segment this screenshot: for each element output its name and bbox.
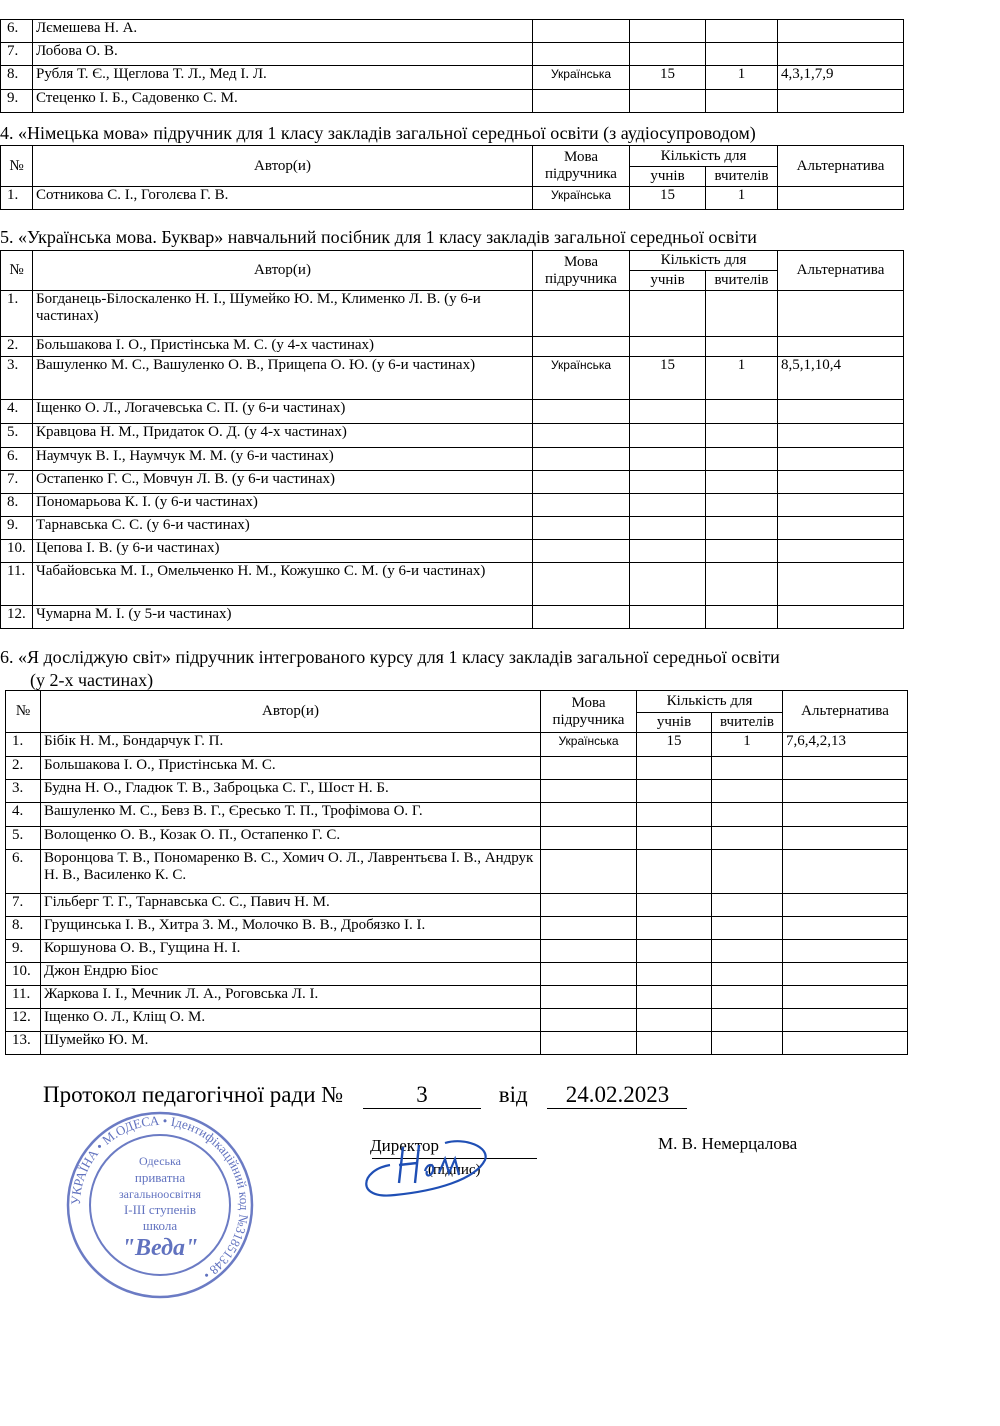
protocol-number: 3 [363, 1082, 481, 1109]
row-number: 9. [1, 90, 33, 113]
row-author: Бібік Н. М., Бондарчук Г. П. [41, 733, 541, 757]
protocol-line [43, 1082, 687, 1109]
svg-text:Одеська: Одеська [138, 1154, 182, 1168]
row-number: 6. [6, 850, 41, 894]
row-number: 2. [6, 757, 41, 780]
row-pupils-count [630, 43, 706, 66]
table-row [6, 803, 908, 827]
row-language [533, 291, 630, 337]
svg-text:I-III ступенів: I-III ступенів [123, 1202, 197, 1217]
row-alternatives [778, 494, 904, 517]
rows [1, 291, 904, 629]
header-alt: Альтернатива [778, 251, 904, 291]
row-language [533, 400, 630, 424]
table-row [6, 894, 908, 917]
row-teachers-count [706, 90, 778, 113]
table-row [6, 940, 908, 963]
row-author: Тарнавська С. С. (у 6-и частинах) [33, 517, 533, 540]
row-pupils-count [630, 494, 706, 517]
row-language [541, 986, 637, 1009]
header-lang: Мова підручника [541, 691, 637, 733]
row-alternatives [778, 337, 904, 357]
row-language [541, 803, 637, 827]
row-language [541, 1032, 637, 1055]
row-teachers-count [706, 517, 778, 540]
row-teachers-count: 1 [706, 357, 778, 400]
row-teachers-count [712, 827, 783, 850]
row-number: 8. [1, 66, 33, 90]
row-alternatives [778, 90, 904, 113]
table-row [6, 963, 908, 986]
table-row [6, 917, 908, 940]
svg-text:"Веда": "Веда" [121, 1235, 199, 1261]
table-row [6, 780, 908, 803]
row-pupils-count: 15 [630, 187, 706, 210]
header-alt: Альтернатива [778, 146, 904, 187]
header-teachers: вчителів [712, 713, 783, 733]
row-alternatives [783, 757, 908, 780]
row-pupils-count [637, 850, 712, 894]
row-alternatives [783, 780, 908, 803]
director-signature [355, 1125, 495, 1200]
row-number: 10. [6, 963, 41, 986]
row-language [541, 917, 637, 940]
rows [1, 187, 904, 210]
row-author: Грущинська І. В., Хитра З. М., Молочко В. В., Дробязко І. І. [41, 917, 541, 940]
table-row [1, 400, 904, 424]
row-pupils-count [630, 606, 706, 629]
row-pupils-count [630, 517, 706, 540]
section-6-subtitle: (у 2-х частинах) [30, 670, 154, 690]
row-pupils-count [630, 90, 706, 113]
row-author: Шумейко Ю. М. [41, 1032, 541, 1055]
table-row [6, 733, 908, 757]
table-row [1, 540, 904, 563]
row-language [533, 43, 630, 66]
director-label: Директор [370, 1136, 439, 1155]
row-teachers-count [706, 494, 778, 517]
row-teachers-count [706, 448, 778, 471]
date-label: від [498, 1082, 528, 1107]
row-language [541, 940, 637, 963]
row-language [533, 424, 630, 448]
row-number: 13. [6, 1032, 41, 1055]
row-pupils-count [630, 540, 706, 563]
row-language: Українська [533, 66, 630, 90]
row-pupils-count [630, 471, 706, 494]
row-alternatives [778, 563, 904, 606]
row-alternatives [778, 43, 904, 66]
row-teachers-count: 1 [706, 187, 778, 210]
row-teachers-count [706, 471, 778, 494]
row-pupils-count: 15 [637, 733, 712, 757]
row-author: Лємешева Н. А. [33, 20, 533, 43]
header-alt: Альтернатива [783, 691, 908, 733]
row-alternatives [778, 424, 904, 448]
row-teachers-count [712, 963, 783, 986]
row-pupils-count: 15 [630, 66, 706, 90]
section-6-title: 6. «Я досліджую світ» підручник інтегрованого курсу для 1 класу закладів загальної середньої освіти [0, 647, 780, 667]
section-4-title: 4. «Німецька мова» підручник для 1 класу закладів загальної середньої освіти (з аудіосупроводом) [0, 123, 756, 143]
row-number: 1. [6, 733, 41, 757]
row-number: 12. [1, 606, 33, 629]
row-language [533, 337, 630, 357]
svg-text:школа: школа [142, 1218, 178, 1233]
table-row [1, 606, 904, 629]
row-teachers-count [712, 917, 783, 940]
row-teachers-count [712, 986, 783, 1009]
row-teachers-count [706, 43, 778, 66]
row-number: 11. [1, 563, 33, 606]
table-row [6, 986, 908, 1009]
school-stamp [65, 1110, 255, 1300]
row-author: Лобова О. В. [33, 43, 533, 66]
header-lang: Мова підручника [533, 146, 630, 187]
row-teachers-count [712, 757, 783, 780]
row-pupils-count [630, 563, 706, 606]
table-row [1, 90, 904, 113]
row-language [533, 494, 630, 517]
table-section-4 [0, 145, 904, 210]
header-num: № [1, 251, 33, 291]
table-row [1, 187, 904, 210]
table-row [1, 357, 904, 400]
row-number: 4. [6, 803, 41, 827]
header-lang: Мова підручника [533, 251, 630, 291]
row-pupils-count [637, 780, 712, 803]
row-author: Остапенко Г. С., Мовчун Л. В. (у 6-и частинах) [33, 471, 533, 494]
protocol-label: Протокол педагогічної ради № [43, 1082, 344, 1107]
row-alternatives: 7,6,4,2,13 [783, 733, 908, 757]
row-author: Волощенко О. В., Козак О. П., Остапенко Г. С. [41, 827, 541, 850]
row-number: 7. [1, 471, 33, 494]
row-author: Пономарьова К. І. (у 6-и частинах) [33, 494, 533, 517]
row-alternatives [783, 1009, 908, 1032]
signature-hint: (підпис) [428, 1162, 481, 1178]
row-pupils-count [630, 400, 706, 424]
row-number: 10. [1, 540, 33, 563]
row-number: 12. [6, 1009, 41, 1032]
header-teachers: вчителів [706, 271, 778, 291]
row-language [541, 827, 637, 850]
row-teachers-count [712, 850, 783, 894]
header-qty: Кількість для [630, 251, 778, 271]
row-number: 8. [6, 917, 41, 940]
row-language [541, 894, 637, 917]
row-alternatives [778, 517, 904, 540]
row-language [533, 540, 630, 563]
row-number: 5. [6, 827, 41, 850]
protocol-date: 24.02.2023 [547, 1082, 687, 1109]
row-number: 11. [6, 986, 41, 1009]
row-number: 5. [1, 424, 33, 448]
row-language [541, 1009, 637, 1032]
row-alternatives [778, 400, 904, 424]
row-author: Вашуленко М. С., Бевз В. Г., Єресько Т. П., Трофімова О. Г. [41, 803, 541, 827]
row-number: 3. [6, 780, 41, 803]
svg-text:УКРАЇНА • М.ОДЕСА • Ідентифіка: УКРАЇНА • М.ОДЕСА • Ідентифікаційний код №31851348 • [67, 1112, 253, 1283]
row-alternatives [783, 963, 908, 986]
row-teachers-count: 1 [712, 733, 783, 757]
row-alternatives [778, 187, 904, 210]
header-pupils: учнів [637, 713, 712, 733]
row-teachers-count [712, 1032, 783, 1055]
row-alternatives [778, 291, 904, 337]
row-author: Богданець-Білоскаленко Н. І., Шумейко Ю. М., Клименко Л. В. (у 6-и частинах) [33, 291, 533, 337]
row-alternatives [783, 917, 908, 940]
row-teachers-count [712, 803, 783, 827]
table-row [6, 1032, 908, 1055]
row-number: 1. [1, 291, 33, 337]
row-teachers-count [706, 606, 778, 629]
row-number: 4. [1, 400, 33, 424]
header-num: № [6, 691, 41, 733]
table-row [1, 337, 904, 357]
row-alternatives [783, 986, 908, 1009]
row-author: Наумчук В. І., Наумчук М. М. (у 6-и частинах) [33, 448, 533, 471]
header-author: Автор(и) [33, 146, 533, 187]
header-qty: Кількість для [637, 691, 783, 713]
table-row [1, 494, 904, 517]
row-language: Українська [541, 733, 637, 757]
row-author: Большакова І. О., Пристінська М. С. [41, 757, 541, 780]
row-pupils-count [637, 940, 712, 963]
header-qty: Кількість для [630, 146, 778, 167]
row-alternatives [783, 850, 908, 894]
table-row [1, 424, 904, 448]
svg-text:загальноосвітня: загальноосвітня [118, 1187, 202, 1201]
row-alternatives [778, 471, 904, 494]
header-num: № [1, 146, 33, 187]
row-teachers-count [706, 291, 778, 337]
row-alternatives [783, 1032, 908, 1055]
row-language [533, 471, 630, 494]
row-author: Кравцова Н. М., Придаток О. Д. (у 4-х частинах) [33, 424, 533, 448]
table-section-3-continued [0, 19, 904, 113]
row-alternatives [778, 606, 904, 629]
row-teachers-count [712, 894, 783, 917]
row-pupils-count [637, 917, 712, 940]
row-pupils-count [630, 337, 706, 357]
row-alternatives [783, 803, 908, 827]
header-pupils: учнів [630, 167, 706, 187]
row-pupils-count [637, 1032, 712, 1055]
row-teachers-count [706, 400, 778, 424]
row-number: 9. [1, 517, 33, 540]
rows [6, 733, 908, 1055]
row-teachers-count [712, 780, 783, 803]
row-language [533, 20, 630, 43]
row-pupils-count: 15 [630, 357, 706, 400]
row-teachers-count [712, 940, 783, 963]
table-row [6, 827, 908, 850]
row-number: 9. [6, 940, 41, 963]
row-author: Стеценко І. Б., Садовенко С. М. [33, 90, 533, 113]
row-author: Воронцова Т. В., Пономаренко В. С., Хомич О. Л., Лаврентьєва І. В., Андрук Н. В., Василенко К. С. [41, 850, 541, 894]
section-5-title: 5. «Українська мова. Буквар» навчальний посібник для 1 класу закладів загальної середньої освіти [0, 227, 757, 247]
row-language [533, 517, 630, 540]
row-alternatives [778, 20, 904, 43]
row-number: 3. [1, 357, 33, 400]
row-alternatives [783, 894, 908, 917]
table-row [1, 517, 904, 540]
row-teachers-count [706, 337, 778, 357]
row-teachers-count [706, 20, 778, 43]
row-alternatives [783, 940, 908, 963]
row-teachers-count [706, 563, 778, 606]
row-author: Іщенко О. Л., Кліщ О. М. [41, 1009, 541, 1032]
header-teachers: вчителів [706, 167, 778, 187]
row-language [541, 850, 637, 894]
row-number: 8. [1, 494, 33, 517]
row-author: Джон Ендрю Біос [41, 963, 541, 986]
row-number: 2. [1, 337, 33, 357]
row-teachers-count: 1 [706, 66, 778, 90]
row-pupils-count [637, 827, 712, 850]
row-teachers-count [706, 424, 778, 448]
row-number: 7. [6, 894, 41, 917]
row-language [541, 780, 637, 803]
header-author: Автор(и) [41, 691, 541, 733]
row-teachers-count [706, 540, 778, 563]
row-pupils-count [630, 424, 706, 448]
row-pupils-count [630, 448, 706, 471]
row-author: Рубля Т. Є., Щеглова Т. Л., Мед І. Л. [33, 66, 533, 90]
row-language: Українська [533, 357, 630, 400]
row-number: 6. [1, 448, 33, 471]
table-row [1, 43, 904, 66]
table-section-5 [0, 250, 904, 629]
table-row [1, 448, 904, 471]
rows [1, 20, 904, 113]
row-author: Іщенко О. Л., Логачевська С. П. (у 6-и частинах) [33, 400, 533, 424]
row-pupils-count [630, 291, 706, 337]
row-pupils-count [637, 1009, 712, 1032]
row-pupils-count [637, 986, 712, 1009]
row-author: Чумарна М. І. (у 5-и частинах) [33, 606, 533, 629]
director-name: М. В. Немерцалова [658, 1134, 798, 1153]
table-row [6, 757, 908, 780]
row-language [533, 90, 630, 113]
table-row [1, 20, 904, 43]
row-author: Сотникова С. І., Гоголєва Г. В. [33, 187, 533, 210]
row-author: Вашуленко М. С., Вашуленко О. В., Прищепа О. Ю. (у 6-и частинах) [33, 357, 533, 400]
table-row [1, 471, 904, 494]
row-pupils-count [637, 963, 712, 986]
row-language [533, 606, 630, 629]
row-pupils-count [637, 757, 712, 780]
row-author: Большакова І. О., Пристінська М. С. (у 4-х частинах) [33, 337, 533, 357]
header-author: Автор(и) [33, 251, 533, 291]
table-row [1, 291, 904, 337]
row-author: Будна Н. О., Гладюк Т. В., Заброцька С. Г., Шост Н. Б. [41, 780, 541, 803]
row-alternatives: 4,3,1,7,9 [778, 66, 904, 90]
row-teachers-count [712, 1009, 783, 1032]
row-number: 1. [1, 187, 33, 210]
row-language [541, 963, 637, 986]
row-alternatives: 8,5,1,10,4 [778, 357, 904, 400]
row-language [533, 563, 630, 606]
table-row [1, 563, 904, 606]
table-section-6 [5, 690, 908, 1055]
row-language [541, 757, 637, 780]
row-pupils-count [637, 894, 712, 917]
row-author: Цепова І. В. (у 6-и частинах) [33, 540, 533, 563]
table-row [6, 850, 908, 894]
row-number: 7. [1, 43, 33, 66]
row-alternatives [778, 448, 904, 471]
row-pupils-count [637, 803, 712, 827]
row-language: Українська [533, 187, 630, 210]
row-alternatives [778, 540, 904, 563]
row-number: 6. [1, 20, 33, 43]
row-author: Чабайовська М. І., Омельченко Н. М., Кожушко С. М. (у 6-и частинах) [33, 563, 533, 606]
header-pupils: учнів [630, 271, 706, 291]
row-language [533, 448, 630, 471]
table-row [1, 66, 904, 90]
row-pupils-count [630, 20, 706, 43]
row-alternatives [783, 827, 908, 850]
row-author: Коршунова О. В., Гущина Н. І. [41, 940, 541, 963]
row-author: Жаркова І. І., Мечник Л. А., Роговська Л. І. [41, 986, 541, 1009]
table-row [6, 1009, 908, 1032]
svg-text:приватна: приватна [134, 1170, 186, 1185]
row-author: Гільберг Т. Г., Тарнавська С. С., Павич Н. М. [41, 894, 541, 917]
